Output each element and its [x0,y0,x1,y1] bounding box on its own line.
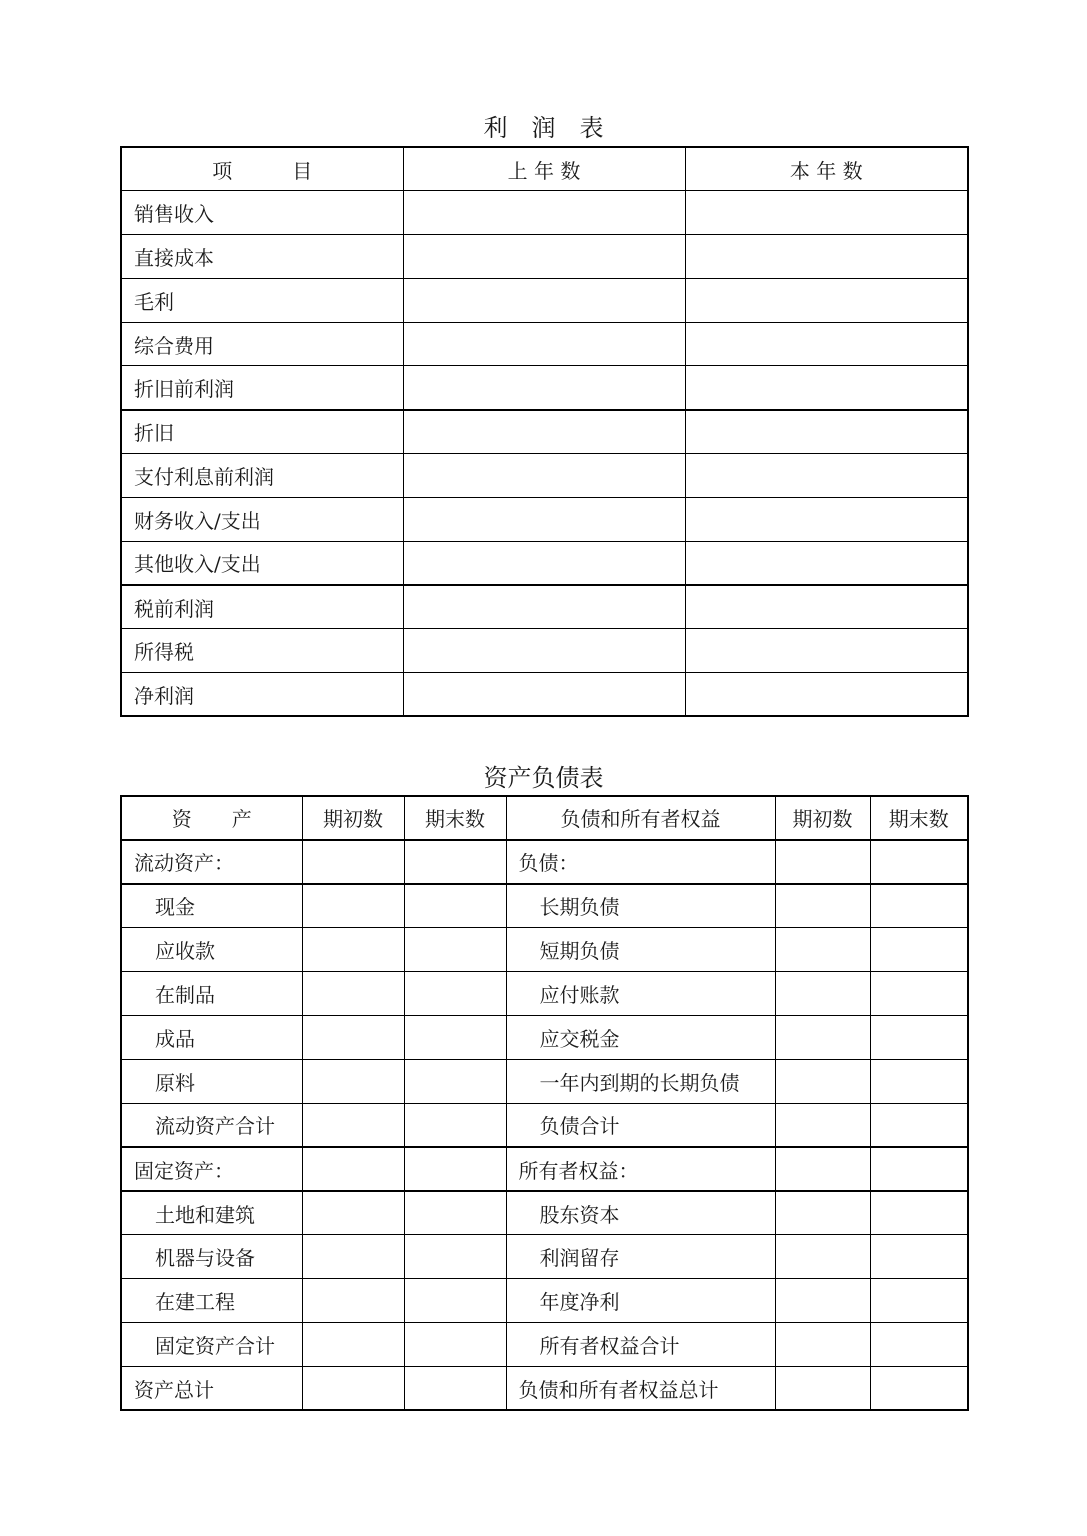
table-row [121,1015,968,1059]
asset-label: 土地和建筑 [121,1191,302,1235]
cell-begin [302,972,404,1016]
asset-label: 成品 [121,1015,302,1059]
cell-last-year [403,585,685,629]
table-row [121,1323,968,1367]
cell-begin [302,1015,404,1059]
table-row [121,1279,968,1323]
balance-sheet-table [120,795,969,1411]
cell-last-year [403,541,685,585]
header-begin: 期初数 [775,796,870,840]
asset-label: 原料 [121,1059,302,1103]
row-label: 财务收入/支出 [121,497,403,541]
cell-last-year [403,454,685,498]
cell-begin [775,840,870,884]
cell-end [870,1147,968,1191]
cell-begin [302,1323,404,1367]
cell-begin [775,884,870,928]
cell-end [870,1191,968,1235]
table-row [121,1191,968,1235]
row-label: 折旧前利润 [121,366,403,410]
cell-end [870,1235,968,1279]
liability-label: 长期负债 [506,884,775,928]
header-this-year: 本 年 数 [685,147,968,191]
cell-begin [775,1367,870,1411]
cell-begin [302,1059,404,1103]
table-row [121,366,968,410]
cell-end [870,840,968,884]
cell-end [404,1015,506,1059]
cell-last-year [403,629,685,673]
header-item: 项 目 [121,147,403,191]
cell-begin [302,840,404,884]
header-liabilities: 负债和所有者权益 [506,796,775,840]
table-row [121,410,968,454]
liability-label: 应付账款 [506,972,775,1016]
cell-begin [302,1367,404,1411]
table-header-row [121,796,968,840]
cell-end [404,1279,506,1323]
asset-label: 机器与设备 [121,1235,302,1279]
cell-begin [775,1323,870,1367]
header-assets: 资 产 [121,796,302,840]
asset-label: 流动资产： [121,840,302,884]
header-last-year: 上 年 数 [403,147,685,191]
table-row [121,497,968,541]
cell-end [870,972,968,1016]
cell-end [404,1059,506,1103]
cell-this-year [685,191,968,235]
cell-end [870,928,968,972]
cell-begin [775,1147,870,1191]
row-label: 净利润 [121,673,403,717]
header-end: 期末数 [404,796,506,840]
asset-label: 资产总计 [121,1367,302,1411]
table-header-row [121,147,968,191]
row-label: 销售收入 [121,191,403,235]
row-label: 税前利润 [121,585,403,629]
balance-sheet-title: 资产负债表 [483,764,604,792]
cell-begin [302,884,404,928]
table-row [121,541,968,585]
row-label: 折旧 [121,410,403,454]
cell-end [404,928,506,972]
cell-last-year [403,673,685,717]
cell-end [404,972,506,1016]
cell-this-year [685,585,968,629]
income-statement-title: 利 润 表 [483,114,604,142]
cell-this-year [685,541,968,585]
cell-begin [775,928,870,972]
income-statement-table [120,146,969,717]
cell-end [404,1323,506,1367]
asset-label: 固定资产合计 [121,1323,302,1367]
table-row [121,191,968,235]
cell-end [870,884,968,928]
cell-end [404,1147,506,1191]
cell-begin [775,1059,870,1103]
asset-label: 应收款 [121,928,302,972]
cell-this-year [685,366,968,410]
table-row [121,1059,968,1103]
cell-last-year [403,235,685,279]
cell-end [404,1367,506,1411]
table-row [121,322,968,366]
cell-begin [775,1235,870,1279]
cell-begin [302,1279,404,1323]
cell-end [404,1191,506,1235]
row-label: 综合费用 [121,322,403,366]
cell-end [404,884,506,928]
cell-end [404,1235,506,1279]
cell-begin [302,1191,404,1235]
cell-end [870,1323,968,1367]
table-row [121,454,968,498]
cell-last-year [403,410,685,454]
table-row [121,972,968,1016]
table-row [121,629,968,673]
cell-last-year [403,191,685,235]
table-row [121,1367,968,1411]
cell-begin [775,1103,870,1147]
table-row [121,1235,968,1279]
liability-label: 一年内到期的长期负债 [506,1059,775,1103]
liability-label: 所有者权益合计 [506,1323,775,1367]
cell-end [870,1015,968,1059]
header-begin: 期初数 [302,796,404,840]
asset-label: 在建工程 [121,1279,302,1323]
liability-label: 股东资本 [506,1191,775,1235]
cell-end [870,1059,968,1103]
table-row [121,673,968,717]
table-row [121,278,968,322]
cell-begin [775,972,870,1016]
table-row [121,1147,968,1191]
liability-label: 所有者权益： [506,1147,775,1191]
row-label: 毛利 [121,278,403,322]
cell-begin [302,1147,404,1191]
cell-end [404,840,506,884]
cell-this-year [685,454,968,498]
cell-end [870,1103,968,1147]
cell-this-year [685,278,968,322]
header-end: 期末数 [870,796,968,840]
cell-begin [302,928,404,972]
cell-begin [775,1279,870,1323]
cell-this-year [685,629,968,673]
cell-begin [302,1103,404,1147]
cell-this-year [685,497,968,541]
cell-last-year [403,497,685,541]
asset-label: 固定资产： [121,1147,302,1191]
liability-label: 短期负债 [506,928,775,972]
cell-this-year [685,410,968,454]
table-row [121,884,968,928]
cell-end [870,1279,968,1323]
cell-end [404,1103,506,1147]
row-label: 支付利息前利润 [121,454,403,498]
row-label: 其他收入/支出 [121,541,403,585]
table-row [121,235,968,279]
table-row [121,928,968,972]
cell-last-year [403,278,685,322]
asset-label: 现金 [121,884,302,928]
row-label: 直接成本 [121,235,403,279]
cell-begin [775,1015,870,1059]
cell-last-year [403,322,685,366]
table-row [121,840,968,884]
cell-this-year [685,235,968,279]
table-row [121,585,968,629]
cell-begin [302,1235,404,1279]
liability-label: 负债合计 [506,1103,775,1147]
cell-this-year [685,673,968,717]
cell-last-year [403,366,685,410]
row-label: 所得税 [121,629,403,673]
liability-label: 应交税金 [506,1015,775,1059]
liability-label: 负债： [506,840,775,884]
cell-end [870,1367,968,1411]
liability-label: 年度净利 [506,1279,775,1323]
asset-label: 在制品 [121,972,302,1016]
cell-this-year [685,322,968,366]
asset-label: 流动资产合计 [121,1103,302,1147]
cell-begin [775,1191,870,1235]
table-row [121,1103,968,1147]
liability-label: 负债和所有者权益总计 [506,1367,775,1411]
liability-label: 利润留存 [506,1235,775,1279]
